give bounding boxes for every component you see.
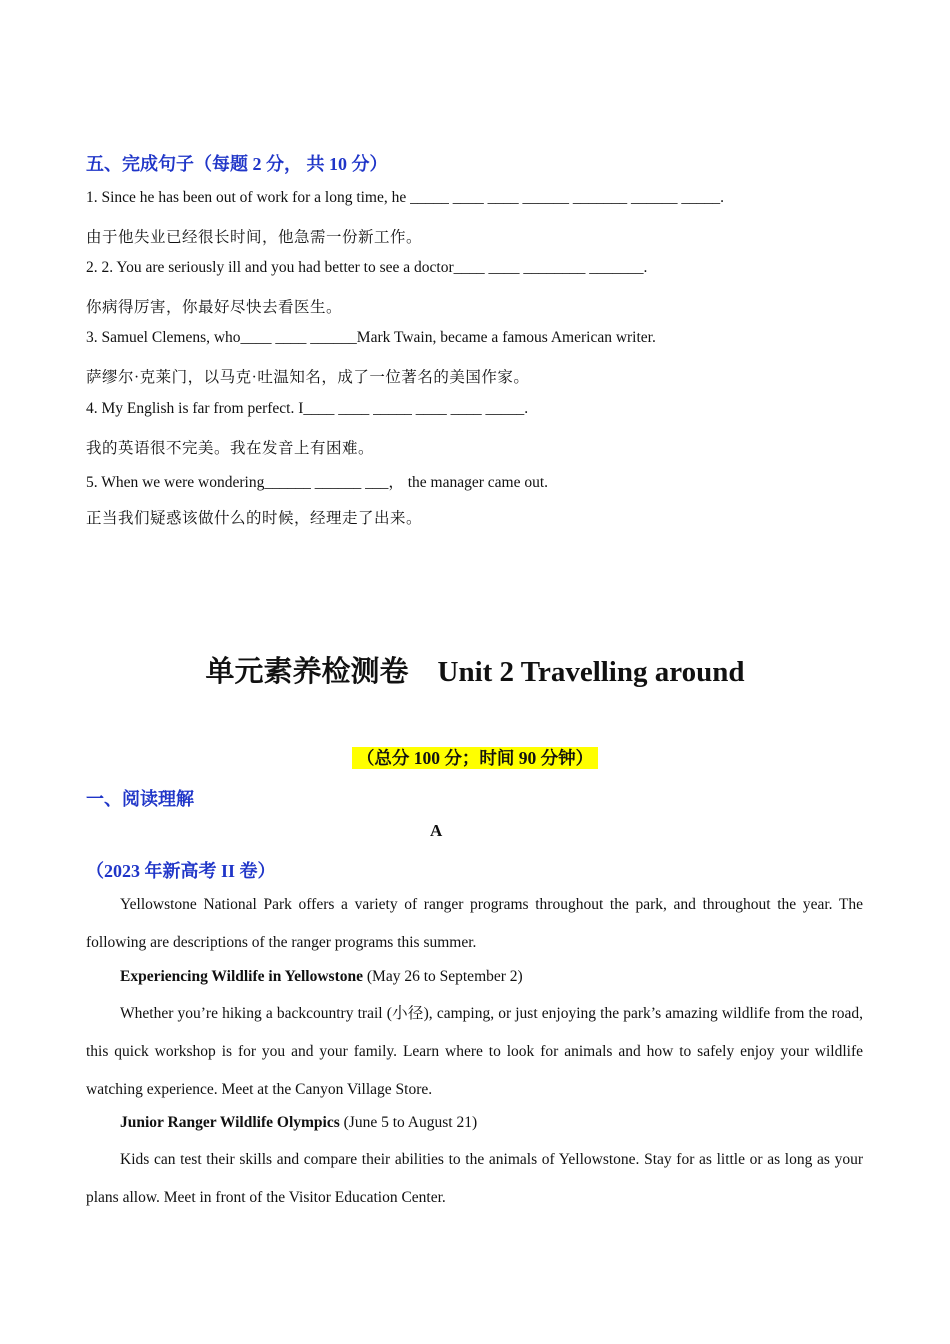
sentence-1-translation: 由于他失业已经很长时间，他急需一份新工作。 [86, 229, 423, 246]
program-2-name: Junior Ranger Wildlife Olympics [120, 1114, 340, 1131]
program-1-description: Whether you’re hiking a backcountry trail (小径), camping, or just enjoying the park’s amazing wildlife from the road, this quick workshop is for you and your family. Learn where to look for animals and how to safely enjoy your wildlife watching experience. Meet at the Canyon Village Store. [86, 1005, 863, 1098]
sentence-2-translation: 你病得厉害，你最好尽快去看医生。 [86, 299, 343, 316]
score-time-line [0, 745, 950, 770]
unit-title: 单元素养检测卷 Unit 2 Travelling around [205, 656, 745, 688]
score-time-badge: （总分 100 分；时间 90 分钟） [352, 747, 598, 769]
section-5-heading: 五、完成句子（每题 2 分， 共 10 分） [86, 154, 388, 174]
sentence-4-translation: 我的英语很不完美。我在发音上有困难。 [86, 440, 375, 457]
program-2-dates: (June 5 to August 21) [339, 1114, 478, 1131]
sentence-4: 4. My English is far from perfect. I____ ____ _____ ____ ____ _____. [86, 400, 529, 417]
program-2-title [120, 1114, 477, 1132]
sentence-1: 1. Since he has been out of work for a long time, he _____ ____ ____ ______ _______ ______ _____. [86, 189, 724, 206]
sentence-3-translation: 萨缪尔·克莱门，以马克·吐温知名，成了一位著名的美国作家。 [86, 369, 530, 386]
passage-source: （2023 年新高考 II 卷） [86, 861, 276, 881]
sentence-2: 2. 2. You are seriously ill and you had better to see a doctor____ ____ ________ _______. [86, 259, 648, 276]
reading-heading: 一、阅读理解 [86, 789, 194, 809]
sentence-5: 5. When we were wondering______ ______ ___， the manager came out. [86, 474, 549, 491]
sentence-3: 3. Samuel Clemens, who____ ____ ______Mark Twain, became a famous American writer. [86, 329, 656, 346]
passage-label: A [430, 821, 443, 840]
program-1-name: Experiencing Wildlife in Yellowstone [120, 968, 363, 985]
program-1-dates: (May 26 to September 2) [363, 968, 523, 985]
program-2-description: Kids can test their skills and compare their abilities to the animals of Yellowstone. Stay for as little or as long as your plans allow. Meet in front of the Visitor Education Center. [86, 1151, 863, 1206]
sentence-5-translation: 正当我们疑惑该做什么的时候，经理走了出来。 [86, 510, 423, 527]
program-1-title [120, 968, 523, 986]
passage-intro: Yellowstone National Park offers a variety of ranger programs throughout the park, and throughout the year. The following are descriptions of the ranger programs this summer. [86, 896, 863, 951]
